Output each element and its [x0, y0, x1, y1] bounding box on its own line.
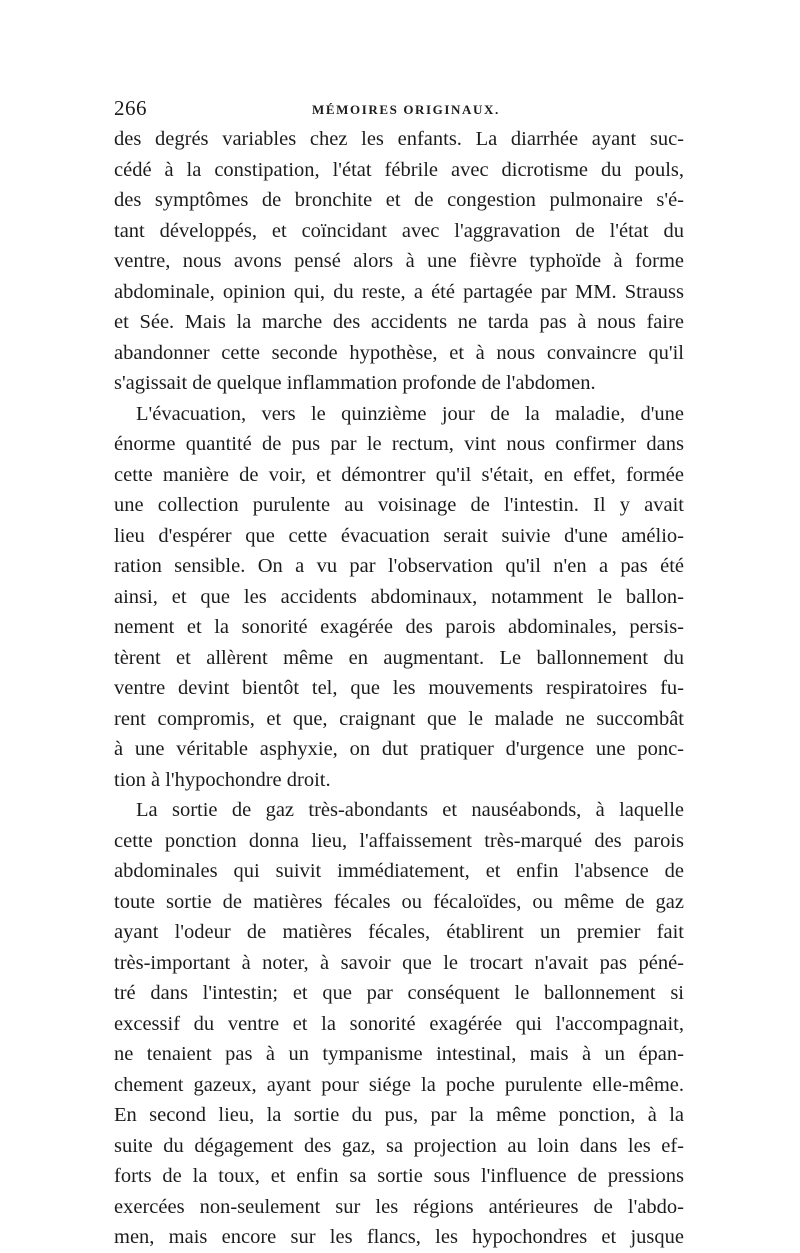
text-line: La sortie de gaz très-abondants et nauséabonds, à laquelle [136, 799, 684, 821]
text-line: ration sensible. On a vu par l'observation qu'il n'en a pas été [114, 555, 684, 577]
text-line: tion à l'hypochondre droit. [114, 768, 331, 791]
text-line: abandonner cette seconde hypothèse, et à nous convaincre qu'il [114, 341, 684, 364]
text-line: chement gazeux, ayant pour siége la poche purulente elle-même. [114, 1073, 684, 1096]
page [114, 96, 684, 1253]
text-line: suite du dégagement des gaz, sa projection au loin dans les ef- [114, 1134, 684, 1157]
page-header [114, 96, 684, 122]
text-line: En second lieu, la sortie du pus, par la même ponction, à la [114, 1104, 684, 1126]
text-line: tèrent et allèrent même en augmentant. Le ballonnement du [114, 646, 684, 669]
text-line: à une véritable asphyxie, on dut pratiquer d'urgence une ponc- [114, 738, 684, 760]
text-line: nement et la sonorité exagérée des parois abdominales, persis- [114, 616, 684, 638]
text-line: rent compromis, et que, craignant que le malade ne succombât [114, 707, 684, 730]
text-line: forts de la toux, et enfin sa sortie sous l'influence de pressions [114, 1165, 684, 1187]
running-title: MÉMOIRES ORIGINAUX. [312, 102, 500, 117]
text-line: abdominale, opinion qui, du reste, a été partagée par MM. Strauss [114, 280, 684, 303]
text-line: tant développés, et coïncidant avec l'aggravation de l'état du [114, 219, 684, 242]
text-line: cette ponction donna lieu, l'affaissement très-marqué des parois [114, 829, 684, 852]
text-line: ne tenaient pas à un tympanisme intestinal, mais à un épan- [114, 1043, 684, 1065]
text-line: une collection purulente au voisinage de l'intestin. Il y avait [114, 494, 684, 516]
text-line: tré dans l'intestin; et que par conséquent le ballonnement si [114, 982, 684, 1004]
text-line: cédé à la constipation, l'état fébrile avec dicrotisme du pouls, [114, 158, 684, 181]
text-line: des degrés variables chez les enfants. La diarrhée ayant suc- [114, 128, 684, 150]
text-line: énorme quantité de pus par le rectum, vint nous confirmer dans [114, 433, 684, 455]
text-line: cette manière de voir, et démontrer qu'il s'était, en effet, formée [114, 463, 684, 486]
text-line: exercées non-seulement sur les régions antérieures de l'abdo- [114, 1195, 684, 1218]
text-line: lieu d'espérer que cette évacuation serait suivie d'une amélio- [114, 524, 684, 547]
text-line: L'évacuation, vers le quinzième jour de la maladie, d'une [136, 402, 684, 425]
text-line: ventre devint bientôt tel, que les mouvements respiratoires fu- [114, 677, 684, 699]
text-line: ventre, nous avons pensé alors à une fièvre typhoïde à forme [114, 250, 684, 272]
text-line: excessif du ventre et la sonorité exagérée qui l'accompagnait, [114, 1012, 684, 1035]
text-line: des symptômes de bronchite et de congestion pulmonaire s'é- [114, 189, 684, 211]
page-number: 266 [114, 96, 147, 120]
text-line: men, mais encore sur les flancs, les hypochondres et jusque [114, 1226, 684, 1248]
text-line: toute sortie de matières fécales ou fécaloïdes, ou même de gaz [114, 890, 684, 913]
text-line: s'agissait de quelque inflammation profonde de l'abdomen. [114, 372, 596, 394]
body-text [114, 124, 684, 1253]
text-line: ayant l'odeur de matières fécales, établirent un premier fait [114, 921, 684, 943]
text-line: abdominales qui suivit immédiatement, et enfin l'absence de [114, 860, 684, 882]
text-line: ainsi, et que les accidents abdominaux, notamment le ballon- [114, 585, 684, 608]
text-line: très-important à noter, à savoir que le trocart n'avait pas péné- [114, 951, 684, 974]
text-line: et Sée. Mais la marche des accidents ne tarda pas à nous faire [114, 311, 684, 333]
